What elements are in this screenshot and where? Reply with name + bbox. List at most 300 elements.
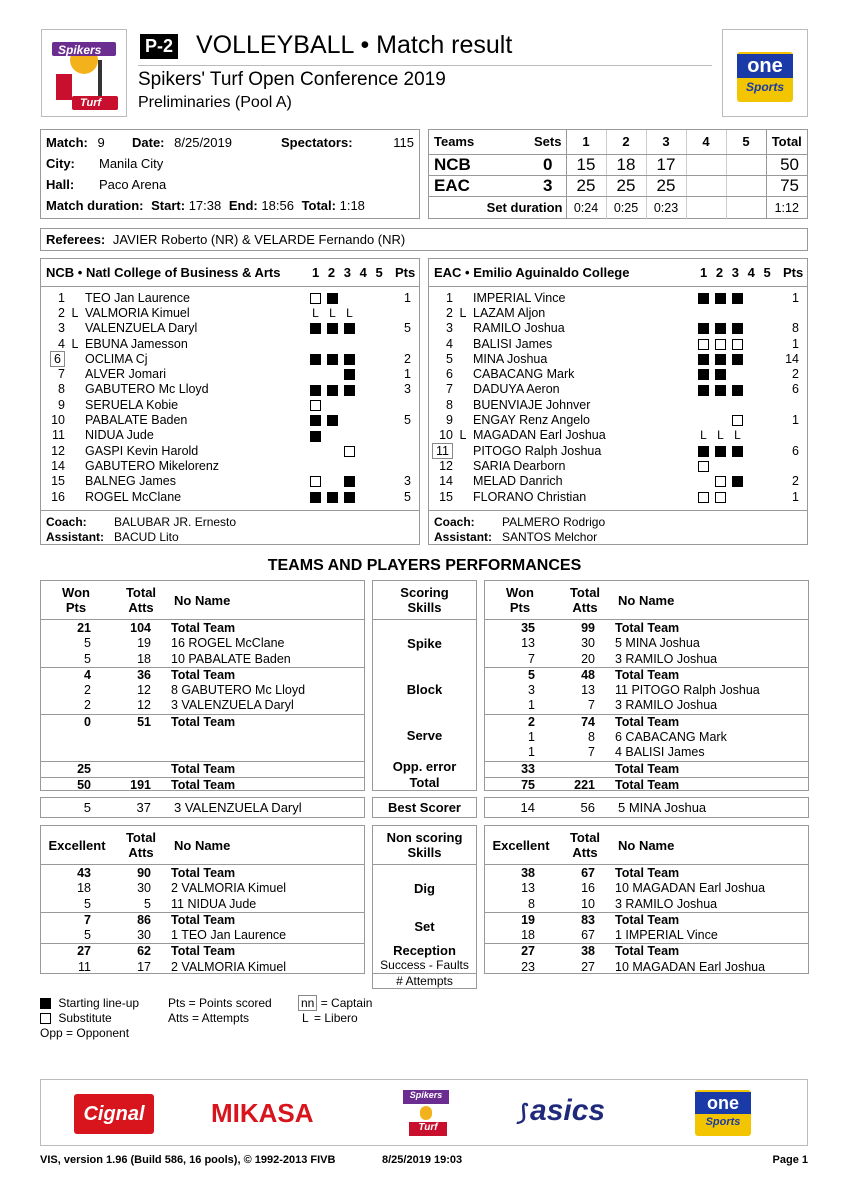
perf-name: 6 CABACANG Mark <box>615 730 727 745</box>
substitute-square-icon <box>698 492 709 503</box>
team_b-player-row <box>429 397 807 412</box>
starting-square-icon <box>715 369 726 380</box>
starting-square-icon <box>732 446 743 457</box>
player-points: 2 <box>404 351 411 366</box>
player-set-1 <box>307 458 324 473</box>
player-set-3 <box>729 366 746 381</box>
perf-name: 3 RAMILO Joshua <box>615 698 718 713</box>
player-set-4 <box>746 321 763 336</box>
player-set-1 <box>695 290 712 305</box>
player-libero-flag <box>453 489 473 504</box>
skill-dig: Dig <box>414 881 435 896</box>
perf-name: Total Team <box>171 777 236 792</box>
perf-pts: 0 <box>84 714 91 729</box>
player-set-4 <box>746 412 763 427</box>
perf-atts: 38 <box>581 944 595 959</box>
team_a-player-row <box>41 412 419 427</box>
perf-atts: 86 <box>137 912 151 927</box>
spectators-label: Spectators: <box>281 135 353 150</box>
perf-pts: 19 <box>521 912 535 927</box>
perf-row <box>41 897 364 913</box>
player-set-4 <box>746 366 763 381</box>
perf-row <box>41 944 364 959</box>
player-libero-flag <box>65 412 85 427</box>
player-name: OCLIMA Cj <box>85 351 148 366</box>
player-name: MAGADAN Earl Joshua <box>473 428 606 443</box>
perf-row <box>41 730 364 745</box>
player-name: DADUYA Aeron <box>473 382 560 397</box>
player-set-1 <box>695 351 712 366</box>
footer-page: Page 1 <box>772 1154 808 1166</box>
nonscoring-left-body <box>40 864 365 974</box>
substitute-square-icon <box>310 476 321 487</box>
referees-box <box>40 228 808 251</box>
player-set-1 <box>307 428 324 443</box>
player-name: MELAD Danrich <box>473 474 563 489</box>
player-set-1 <box>695 458 712 473</box>
best-left-name: 3 VALENZUELA Daryl <box>174 800 302 815</box>
perf-atts: 30 <box>137 928 151 943</box>
perf-row <box>485 698 808 714</box>
nonscoring-left-header <box>40 825 365 865</box>
perf-name: Total Team <box>615 912 680 927</box>
starting-square-icon <box>715 293 726 304</box>
substitute-square-icon <box>732 415 743 426</box>
perf-pts: 5 <box>84 636 91 651</box>
perf-row <box>485 652 808 668</box>
perf-atts: 17 <box>137 959 151 974</box>
skill-serve: Serve <box>406 728 443 743</box>
player-set-5 <box>375 412 392 427</box>
perf-pts: 4 <box>84 667 91 682</box>
player-set-3 <box>341 397 358 412</box>
score-team: EAC <box>429 175 530 196</box>
player-set-4 <box>358 366 375 381</box>
perf-pts: 7 <box>528 651 535 666</box>
set1-duration: 0:24 <box>566 196 606 219</box>
perf-name: Total Team <box>171 944 236 959</box>
player-set-3 <box>729 382 746 397</box>
player-set-3 <box>341 489 358 504</box>
score-header-set2: 2 <box>606 130 646 154</box>
player-libero-flag <box>453 412 473 427</box>
asics-logo: ⟆ asics <box>517 1094 606 1127</box>
set3-duration: 0:23 <box>646 196 686 219</box>
player-libero-flag <box>65 366 85 381</box>
perf-pts: 5 <box>84 896 91 911</box>
perf-pts: 18 <box>77 881 91 896</box>
skill-opp-error: Opp. error <box>392 759 457 774</box>
player-points <box>392 336 419 351</box>
scoring-mid-header <box>372 580 477 620</box>
team-b-roster <box>429 290 807 504</box>
starting-square-icon <box>715 385 726 396</box>
perf-row <box>485 778 808 793</box>
player-name: EBUNA Jamesson <box>85 336 188 351</box>
substitute-square-icon <box>344 446 355 457</box>
player-libero-flag <box>453 351 473 366</box>
team-a-coach-label: Coach: <box>46 515 87 529</box>
team-a-assistant-label: Assistant: <box>46 530 105 544</box>
perf-row <box>41 762 364 778</box>
score-row-b <box>429 175 807 196</box>
starting-square-icon <box>310 492 321 503</box>
onesports-one: one <box>737 54 793 78</box>
player-set-3 <box>729 443 746 458</box>
score-set3: 17 <box>646 154 686 175</box>
duration-row <box>46 198 365 213</box>
player-libero-flag <box>65 397 85 412</box>
spikers-sponsor-logo <box>403 1088 449 1138</box>
player-libero-flag <box>453 474 473 489</box>
perf-atts: 48 <box>581 667 595 682</box>
performances-title: TEAMS AND PLAYERS PERFORMANCES <box>267 557 582 574</box>
player-points <box>392 458 419 473</box>
perf-row <box>485 636 808 651</box>
perf-row <box>485 621 808 636</box>
player-name: IMPERIAL Vince <box>473 290 566 305</box>
player-points: 6 <box>792 382 799 397</box>
player-name: BALISI James <box>473 336 553 351</box>
player-points <box>392 305 419 320</box>
score-row-a <box>429 154 807 175</box>
player-set-5 <box>375 321 392 336</box>
player-set-3 <box>729 489 746 504</box>
player-number: 9 <box>58 397 65 412</box>
perf-atts: 83 <box>581 912 595 927</box>
player-set-3 <box>729 397 746 412</box>
player-set-4 <box>358 290 375 305</box>
set4-duration <box>686 196 726 219</box>
player-set-4 <box>358 336 375 351</box>
team_b-player-row <box>429 351 807 366</box>
onesports-sponsor-one: one <box>695 1092 751 1114</box>
player-set-2 <box>324 397 341 412</box>
substitute-square-icon <box>310 293 321 304</box>
player-points: 3 <box>404 474 411 489</box>
player-libero-flag <box>453 458 473 473</box>
end-time: 18:56 <box>261 198 294 213</box>
player-number: 7 <box>58 367 65 382</box>
player-set-2 <box>324 443 341 458</box>
set-header: 5 <box>375 265 383 280</box>
perf-row <box>41 621 364 636</box>
player-points: 1 <box>792 489 799 504</box>
starting-square-icon <box>698 323 709 334</box>
player-points: 2 <box>792 474 799 489</box>
player-set-3 <box>341 321 358 336</box>
player-number: 11 <box>429 443 453 458</box>
player-name: CABACANG Mark <box>473 367 575 382</box>
player-set-1 <box>695 382 712 397</box>
player-set-3 <box>729 412 746 427</box>
starting-square-icon <box>344 323 355 334</box>
player-set-1 <box>695 366 712 381</box>
perf-name <box>161 745 171 760</box>
perf-row <box>485 944 808 959</box>
asics-stripes-icon: ⟆ <box>517 1100 526 1125</box>
player-number: 10 <box>439 428 453 443</box>
perf-name: Total Team <box>615 667 680 682</box>
perf-pts: 50 <box>77 777 91 792</box>
team_b-player-row <box>429 321 807 336</box>
player-number: 5 <box>446 351 453 366</box>
perf-pts: 1 <box>528 745 535 760</box>
best-left-pts: 5 <box>83 800 91 815</box>
team_b-player-row <box>429 428 807 443</box>
team-a-coach: BALUBAR JR. Ernesto <box>114 515 237 529</box>
perf-atts: 10 <box>581 896 595 911</box>
perf-row <box>41 636 364 651</box>
perf-pts: 75 <box>521 777 535 792</box>
player-set-2 <box>712 290 729 305</box>
starting-square-icon <box>40 998 51 1009</box>
h-won: Won Pts <box>506 585 534 615</box>
perf-name: 10 MAGADAN Earl Joshua <box>615 881 766 896</box>
score-box <box>428 129 808 219</box>
player-set-1 <box>695 443 712 458</box>
perf-name: Total Team <box>171 621 236 635</box>
starting-square-icon <box>715 323 726 334</box>
best-scorer-label: Best Scorer <box>372 797 477 818</box>
player-set-2 <box>324 336 341 351</box>
team-a-name: NCB • Natl College of Business & Arts <box>46 265 281 280</box>
h-nonscoring-skills: Non scoring Skills <box>386 830 463 860</box>
player-set-4 <box>746 336 763 351</box>
starting-square-icon <box>698 293 709 304</box>
set-header: 2 <box>327 265 336 280</box>
perf-row <box>41 960 364 975</box>
player-set-2 <box>324 474 341 489</box>
player-points <box>780 397 807 412</box>
starting-square-icon <box>344 369 355 380</box>
perf-atts: 19 <box>137 636 151 651</box>
player-set-3 <box>341 351 358 366</box>
skill-reception: Reception <box>393 943 456 958</box>
player-set-4 <box>358 351 375 366</box>
set-header: 5 <box>763 265 771 280</box>
player-set-3 <box>341 366 358 381</box>
player-libero-flag <box>453 321 473 336</box>
team_b-player-row <box>429 305 807 320</box>
nonscoring-mid-body <box>372 864 477 989</box>
player-set-5 <box>763 336 780 351</box>
player-points <box>392 443 419 458</box>
perf-atts: 221 <box>574 777 595 792</box>
team-a-assistant: BACUD Lito <box>114 530 179 544</box>
player-libero-flag <box>453 397 473 412</box>
total-duration: 1:12 <box>774 200 799 215</box>
legend <box>40 996 440 1046</box>
player-number: 15 <box>51 474 65 489</box>
perf-pts: 1 <box>528 730 535 745</box>
perf-name: Total Team <box>615 761 680 776</box>
h-total: Total Atts <box>125 830 157 860</box>
player-set-5 <box>375 458 392 473</box>
perf-name: Total Team <box>615 777 680 792</box>
score-set2: 18 <box>606 154 646 175</box>
h-noname: No Name <box>174 593 231 608</box>
team_b-player-row <box>429 412 807 427</box>
player-set-1 <box>695 397 712 412</box>
player-libero-flag <box>453 336 473 351</box>
set-header: 2 <box>715 265 724 280</box>
player-number: 1 <box>58 290 65 305</box>
player-name: NIDUA Jude <box>85 428 154 443</box>
set-duration-label: Set duration <box>429 196 566 219</box>
player-set-5 <box>763 489 780 504</box>
team_b-player-row <box>429 458 807 473</box>
set-header: 4 <box>359 265 367 280</box>
perf-name: 2 VALMORIA Kimuel <box>171 881 287 896</box>
team-b-assistant: SANTOS Melchor <box>502 530 598 544</box>
referees-value: JAVIER Roberto (NR) & VELARDE Fernando (NR) <box>112 232 406 247</box>
player-set-4 <box>746 290 763 305</box>
perf-atts: 99 <box>581 621 595 635</box>
player-name: LAZAM Aljon <box>473 305 546 320</box>
player-set-2 <box>712 351 729 366</box>
h-noname: No Name <box>618 593 675 608</box>
player-set-2 <box>712 489 729 504</box>
perf-pts: 5 <box>528 667 535 682</box>
substitute-square-icon <box>715 492 726 503</box>
perf-atts: 67 <box>581 928 595 943</box>
player-points: 14 <box>785 351 799 366</box>
starting-square-icon <box>732 293 743 304</box>
player-set-4 <box>746 474 763 489</box>
player-points: 5 <box>404 489 411 504</box>
spectators-value: 115 <box>393 135 414 150</box>
perf-name: Total Team <box>615 866 680 880</box>
best-right-name: 5 MINA Joshua <box>618 800 707 815</box>
perf-atts: 27 <box>581 959 595 974</box>
h-total: Total Atts <box>569 585 601 615</box>
player-name: VALENZUELA Daryl <box>85 321 198 336</box>
perf-row <box>485 715 808 730</box>
team_a-player-row <box>41 321 419 336</box>
perf-row <box>41 668 364 683</box>
player-set-5 <box>375 336 392 351</box>
perf-row <box>485 668 808 683</box>
perf-atts: 12 <box>137 698 151 713</box>
player-number: 11 <box>52 428 65 443</box>
score-set2: 25 <box>606 175 646 196</box>
starting-square-icon <box>732 476 743 487</box>
onesports-sports: Sports <box>745 80 784 94</box>
starting-square-icon <box>327 385 338 396</box>
player-number: 16 <box>51 489 65 504</box>
player-libero-flag <box>65 321 85 336</box>
perf-name: 16 ROGEL McClane <box>171 636 285 651</box>
player-set-5 <box>375 305 392 320</box>
player-set-3 <box>341 412 358 427</box>
best-right <box>484 797 809 818</box>
perf-row <box>41 913 364 928</box>
player-libero-flag <box>65 458 85 473</box>
player-number: 8 <box>58 382 65 397</box>
perf-row <box>41 881 364 896</box>
perf-pts: 13 <box>521 881 535 896</box>
player-set-2 <box>324 366 341 381</box>
perf-atts: 20 <box>581 651 595 666</box>
player-set-3 <box>729 336 746 351</box>
perf-row <box>41 778 364 793</box>
starting-square-icon <box>732 385 743 396</box>
perf-name: 10 MAGADAN Earl Joshua <box>615 959 766 974</box>
perf-pts <box>41 745 101 760</box>
player-libero-flag: L <box>71 305 79 320</box>
header-logo-box <box>41 29 127 117</box>
player-points <box>392 428 419 443</box>
team-b-coach-label: Coach: <box>434 515 475 529</box>
perf-atts <box>545 762 605 777</box>
perf-row <box>41 928 364 944</box>
player-number: 12 <box>51 443 65 458</box>
player-set-4 <box>358 443 375 458</box>
perf-name: Total Team <box>171 912 236 927</box>
substitute-square-icon <box>732 339 743 350</box>
perf-pts: 43 <box>77 866 91 880</box>
score-table <box>429 130 807 219</box>
player-set-3 <box>341 428 358 443</box>
perf-atts: 67 <box>581 866 595 880</box>
perf-pts: 13 <box>521 636 535 651</box>
player-set-5 <box>763 305 780 320</box>
perf-atts <box>101 730 161 745</box>
total-label: Total: <box>301 198 336 213</box>
start-time: 17:38 <box>188 198 222 213</box>
player-number: 15 <box>439 489 453 504</box>
team_a-player-row <box>41 382 419 397</box>
player-points: 8 <box>792 321 799 336</box>
perf-name: 3 RAMILO Joshua <box>615 896 718 911</box>
logo-spikers-text: Spikers <box>58 43 102 57</box>
set5-duration <box>726 196 766 219</box>
starting-square-icon <box>732 354 743 365</box>
player-set-4 <box>358 305 375 320</box>
player-set-3 <box>341 382 358 397</box>
player-libero-flag <box>65 351 85 366</box>
perf-pts: 33 <box>521 761 535 776</box>
mikasa-logo: MIKASA <box>211 1098 314 1128</box>
team_a-player-row <box>41 443 419 458</box>
player-set-3: L <box>734 428 741 443</box>
player-set-2 <box>324 351 341 366</box>
scoring-mid-body <box>372 619 477 791</box>
date-label: Date: <box>132 135 165 150</box>
h-excellent: Excellent <box>48 838 106 853</box>
reception-attempts: # Attempts <box>396 974 453 988</box>
substitute-square-icon <box>310 400 321 411</box>
starting-square-icon <box>310 415 321 426</box>
perf-name: Total Team <box>171 714 236 729</box>
end-label: End: <box>228 198 258 213</box>
perf-name: Total Team <box>171 761 236 776</box>
player-set-2 <box>712 397 729 412</box>
player-points <box>780 458 807 473</box>
player-number: 2 <box>58 305 65 320</box>
perf-atts: 90 <box>137 866 151 880</box>
substitute-square-icon <box>698 339 709 350</box>
perf-name: 1 TEO Jan Laurence <box>171 928 287 943</box>
duration-label: Match duration: <box>46 198 144 213</box>
best-right-pts: 14 <box>520 800 535 815</box>
player-set-4 <box>358 474 375 489</box>
score-sets: 0 <box>530 154 566 175</box>
player-set-1 <box>307 382 324 397</box>
player-set-4 <box>746 458 763 473</box>
match-number: 9 <box>97 135 105 150</box>
